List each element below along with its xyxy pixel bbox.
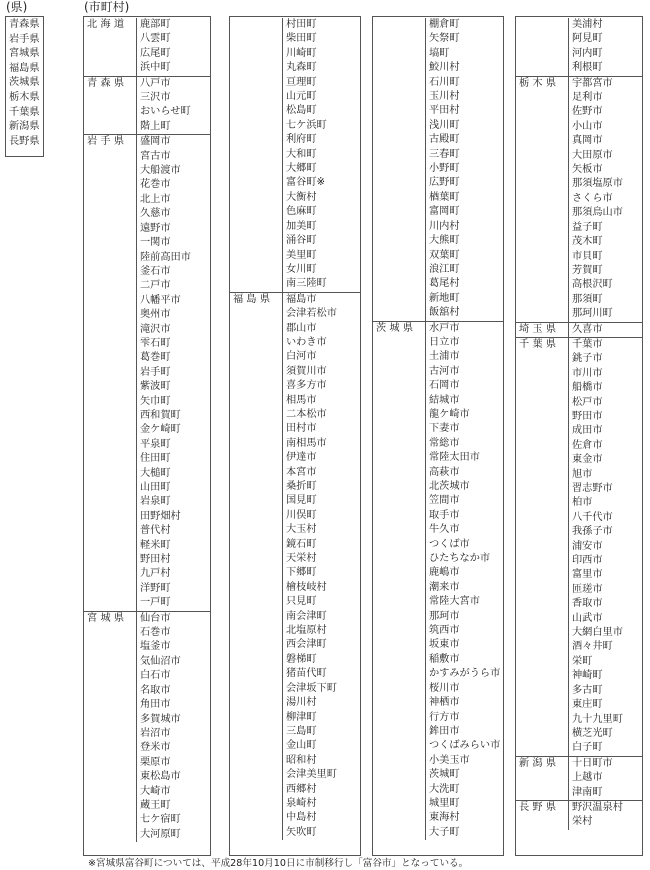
municipality-list: [136, 612, 210, 843]
prefecture-label: 千 葉 県: [519, 338, 557, 350]
municipality-item: 本宮市: [286, 466, 317, 478]
municipality-item: 小美玉市: [429, 754, 470, 766]
municipality-item: 涌谷町: [286, 235, 317, 247]
municipality-item: 平泉町: [140, 438, 171, 450]
municipality-item: 那珂市: [429, 610, 460, 622]
municipality-item: 石岡市: [429, 380, 460, 392]
municipality-item: 九戸村: [140, 568, 171, 580]
municipality-item: 那須塩原市: [572, 178, 623, 190]
municipality-item: 東金市: [572, 454, 603, 466]
municipality-item: 喜多方市: [286, 380, 327, 392]
municipality-item: つくばみらい市: [429, 740, 501, 752]
municipality-item: 稲敷市: [429, 653, 460, 665]
municipality-item: 桜川市: [429, 682, 460, 694]
municipality-item: 古殿町: [429, 134, 460, 146]
municipality-item: 昭和村: [286, 754, 317, 766]
municipality-item: 軽米町: [140, 539, 171, 551]
municipality-item: 会津美里町: [286, 769, 337, 781]
municipality-item: 湯川村: [286, 697, 317, 709]
municipality-item: 金山町: [286, 740, 317, 752]
municipality-list: [568, 77, 642, 322]
municipality-item: 浪江町: [429, 263, 460, 275]
prefecture-block: [516, 757, 642, 801]
prefecture-block: [516, 801, 642, 830]
municipality-item: 柴田町: [286, 33, 317, 45]
municipality-item: 住田町: [140, 453, 171, 465]
prefecture-item: 茨城県: [9, 77, 40, 89]
municipality-item: 八戸市: [140, 77, 171, 89]
municipality-item: 塩釜市: [140, 641, 171, 653]
municipality-item: 野田市: [572, 410, 603, 422]
municipality-item: 陸前高田市: [140, 251, 191, 263]
municipality-item: 大郷町: [286, 163, 317, 175]
municipality-item: 八千代市: [572, 511, 613, 523]
municipality-item: 香取市: [572, 598, 603, 610]
municipality-item: 多賀城市: [140, 713, 181, 725]
prefecture-item: 宮城県: [9, 48, 40, 60]
municipality-item: 高根沢町: [572, 279, 613, 291]
municipality-item: 佐倉市: [572, 439, 603, 451]
municipality-item: 浜中町: [140, 62, 171, 74]
municipality-item: 浦安市: [572, 540, 603, 552]
municipality-item: 西会津町: [286, 639, 327, 651]
municipality-item: 南会津町: [286, 610, 327, 622]
municipality-item: つくば市: [429, 538, 470, 550]
municipality-item: 東海村: [429, 812, 460, 824]
municipality-item: 七ケ浜町: [286, 119, 327, 131]
table-column-1: [83, 16, 211, 856]
municipality-list: [568, 757, 642, 800]
municipality-item: 石川町: [429, 76, 460, 88]
municipality-item: 双葉町: [429, 249, 460, 261]
municipality-item: 旭市: [572, 468, 593, 480]
municipality-item: 大和町: [286, 148, 317, 160]
municipality-item: 大玉村: [286, 524, 317, 536]
municipality-item: 矢板市: [572, 164, 603, 176]
municipality-item: 大田原市: [572, 149, 613, 161]
municipality-item: 坂東市: [429, 639, 460, 651]
table-column-4: [515, 16, 643, 856]
municipality-item: 北上市: [140, 193, 171, 205]
municipality-item: 川崎町: [286, 47, 317, 59]
municipality-item: 利府町: [286, 134, 317, 146]
municipality-item: 栄町: [572, 655, 593, 667]
municipality-item: 檜枝岐村: [286, 581, 327, 593]
municipality-item: 矢吹町: [286, 826, 317, 838]
prefecture-block: [516, 323, 642, 338]
municipality-list: [136, 135, 210, 610]
prefecture-block: [84, 18, 210, 77]
municipality-item: 東松島市: [140, 771, 181, 783]
municipality-item: かすみがうら市: [429, 668, 501, 680]
municipality-item: 大槌町: [140, 467, 171, 479]
municipality-item: 一関市: [140, 237, 171, 249]
prefecture-block: [84, 77, 210, 136]
municipality-item: 只見町: [286, 596, 317, 608]
municipality-item: 宮古市: [140, 150, 171, 162]
municipality-item: 船橋市: [572, 382, 603, 394]
prefecture-label: [516, 18, 568, 76]
municipality-item: 田野畑村: [140, 510, 181, 522]
municipality-item: 洋野町: [140, 582, 171, 594]
municipality-item: 結城市: [429, 394, 460, 406]
municipality-item: 新地町: [429, 292, 460, 304]
municipality-item: いわき市: [286, 336, 327, 348]
municipality-item: 西和賀町: [140, 409, 181, 421]
municipality-item: 塙町: [429, 47, 450, 59]
municipality-item: 岩手町: [140, 366, 171, 378]
municipality-item: 日立市: [429, 336, 460, 348]
municipality-item: 二本松市: [286, 408, 327, 420]
prefecture-label: 岩 手 県: [87, 136, 125, 148]
municipality-item: 大熊町: [429, 235, 460, 247]
municipality-list: [568, 338, 642, 756]
municipality-item: 松島町: [286, 105, 317, 117]
prefecture-item: 福島県: [9, 62, 40, 74]
municipality-item: 下妻市: [429, 423, 460, 435]
municipality-list: [136, 77, 210, 135]
municipality-item: 九十九里町: [572, 713, 623, 725]
municipality-item: 大網白里市: [572, 627, 623, 639]
municipality-item: 龍ケ崎市: [429, 408, 470, 420]
prefecture-label: 茨 城 県: [376, 322, 414, 334]
prefecture-block: [516, 77, 642, 323]
prefecture-item: 栃木県: [9, 91, 40, 103]
municipality-item: 横芝光町: [572, 727, 613, 739]
municipality-item: 金ケ崎町: [140, 424, 181, 436]
prefecture-header: (県): [6, 0, 28, 14]
prefecture-block: [373, 322, 503, 841]
municipality-item: 鏡石町: [286, 538, 317, 550]
prefecture-label: 長 野 県: [519, 801, 557, 813]
municipality-item: 伊達市: [286, 452, 317, 464]
prefecture-label: 北 海 道: [87, 19, 125, 30]
municipality-item: 川内村: [429, 220, 460, 232]
municipality-item: 茂木町: [572, 236, 603, 248]
municipality-item: 白子町: [572, 742, 603, 754]
municipality-item: 銚子市: [572, 353, 603, 365]
municipality-item: 白河市: [286, 351, 317, 363]
prefecture-label: 福 島 県: [233, 293, 271, 305]
municipality-item: 茨城町: [429, 769, 460, 781]
municipality-list: [425, 18, 503, 321]
municipality-item: 川俣町: [286, 509, 317, 521]
municipality-item: 平田村: [429, 105, 460, 117]
municipality-item: 楢葉町: [429, 191, 460, 203]
municipality-item: 磐梯町: [286, 653, 317, 665]
municipality-item: 美浦村: [572, 19, 603, 30]
municipality-item: 東庄町: [572, 699, 603, 711]
municipality-item: 大河原町: [140, 828, 181, 840]
table-column-2: [229, 16, 361, 856]
municipality-item: 那須町: [572, 293, 603, 305]
municipality-item: 会津若松市: [286, 308, 337, 320]
municipality-item: 三春町: [429, 148, 460, 160]
municipality-item: 山田町: [140, 482, 171, 493]
municipality-item: 会津坂下町: [286, 682, 337, 694]
municipality-list: [568, 801, 642, 830]
prefecture-block: [230, 18, 360, 293]
municipality-item: 釜石市: [140, 265, 171, 277]
municipality-item: 鮫川村: [429, 62, 460, 74]
municipality-item: おいらせ町: [140, 106, 191, 118]
municipality-item: 美里町: [286, 249, 317, 261]
municipality-item: 葛巻町: [140, 352, 171, 364]
municipality-item: 盛岡市: [140, 136, 171, 148]
municipality-item: 桑折町: [286, 481, 317, 492]
municipality-item: 野田村: [140, 554, 171, 566]
prefecture-item: 新潟県: [9, 121, 40, 133]
municipality-list: [282, 293, 360, 840]
municipality-item: 南相馬市: [286, 437, 327, 449]
municipality-item: 栄村: [572, 816, 593, 828]
municipality-item: 飯舘村: [429, 307, 460, 319]
municipality-item: さくら市: [572, 192, 613, 204]
municipality-item: 西郷村: [286, 783, 317, 795]
municipality-item: 酒々井町: [572, 641, 613, 653]
municipality-item: 丸森町: [286, 62, 317, 74]
municipality-item: 七ケ宿町: [140, 814, 181, 826]
prefecture-block: [84, 135, 210, 611]
prefecture-item: 長野県: [9, 135, 40, 147]
prefecture-label: [373, 18, 425, 321]
municipality-item: 大衡村: [286, 191, 317, 203]
municipality-item: 上越市: [572, 772, 603, 784]
municipality-item: 三島町: [286, 725, 317, 737]
prefecture-label: 青 森 県: [87, 77, 125, 89]
municipality-item: 棚倉町: [429, 19, 460, 30]
municipality-item: 野沢温泉村: [572, 801, 623, 813]
prefecture-item: 千葉県: [9, 106, 40, 118]
municipality-item: 蔵王町: [140, 799, 171, 811]
municipality-header: (市町村): [84, 0, 130, 14]
municipality-list: [282, 18, 360, 292]
municipality-list: [425, 322, 503, 841]
prefecture-label: 新 潟 県: [519, 757, 557, 769]
municipality-item: 宇都宮市: [572, 77, 613, 89]
municipality-item: 大洗町: [429, 783, 460, 795]
municipality-item: 花巻市: [140, 179, 171, 191]
municipality-item: 鉾田市: [429, 725, 460, 737]
municipality-item: 高萩市: [429, 466, 460, 478]
municipality-item: 北茨城市: [429, 481, 470, 492]
municipality-item: 岩沼市: [140, 727, 171, 739]
municipality-item: 常総市: [429, 437, 460, 449]
municipality-item: 普代村: [140, 525, 171, 537]
municipality-item: 北塩原村: [286, 625, 327, 637]
municipality-item: 河内町: [572, 47, 603, 59]
municipality-item: 浅川町: [429, 119, 460, 131]
municipality-item: 阿見町: [572, 33, 603, 45]
municipality-item: 常陸大宮市: [429, 596, 480, 608]
municipality-item: 千葉市: [572, 338, 603, 350]
municipality-item: 雫石町: [140, 337, 171, 349]
municipality-item: 筑西市: [429, 625, 460, 637]
footnote: ※宮城県富谷町については、平成28年10月10日に市制移行し「富谷市」となっている。: [88, 858, 469, 869]
municipality-item: 松戸市: [572, 396, 603, 408]
municipality-item: 下郷町: [286, 567, 317, 579]
municipality-item: 相馬市: [286, 394, 317, 406]
municipality-item: 習志野市: [572, 483, 613, 494]
municipality-item: 鹿部町: [140, 19, 171, 30]
municipality-item: 牛久市: [429, 524, 460, 536]
prefecture-block: [516, 18, 642, 77]
municipality-item: 真岡市: [572, 135, 603, 147]
prefecture-label: 宮 城 県: [87, 612, 125, 624]
municipality-item: 遠野市: [140, 222, 171, 234]
municipality-item: 広野町: [429, 177, 460, 189]
municipality-item: 益子町: [572, 221, 603, 233]
municipality-item: 十日町市: [572, 757, 613, 769]
municipality-item: 加美町: [286, 220, 317, 232]
municipality-item: 富谷町※: [286, 177, 326, 189]
municipality-item: 久慈市: [140, 208, 171, 220]
municipality-item: 気仙沼市: [140, 655, 181, 667]
municipality-list: [568, 18, 642, 76]
prefecture-label: [230, 18, 282, 292]
municipality-item: 城里町: [429, 797, 460, 809]
municipality-item: 匝瑳市: [572, 583, 603, 595]
municipality-item: 鹿嶋市: [429, 567, 460, 579]
municipality-item: 利根町: [572, 62, 603, 74]
municipality-item: 南三陸町: [286, 278, 327, 290]
municipality-item: 行方市: [429, 711, 460, 723]
municipality-item: 佐野市: [572, 106, 603, 118]
municipality-item: 山元町: [286, 91, 317, 103]
prefecture-block: [516, 338, 642, 757]
municipality-item: 印西市: [572, 555, 603, 567]
municipality-item: 多古町: [572, 684, 603, 696]
municipality-item: 二戸市: [140, 280, 171, 292]
municipality-item: 玉川村: [429, 91, 460, 103]
municipality-item: 泉崎村: [286, 797, 317, 809]
municipality-item: 国見町: [286, 495, 317, 507]
municipality-item: 名取市: [140, 684, 171, 696]
municipality-item: 八幡平市: [140, 294, 181, 306]
municipality-item: 栗原市: [140, 756, 171, 768]
municipality-item: 天栄村: [286, 553, 317, 565]
municipality-list: [136, 18, 210, 76]
municipality-item: 角田市: [140, 699, 171, 711]
municipality-item: 女川町: [286, 263, 317, 275]
municipality-item: 那珂川町: [572, 308, 613, 320]
municipality-item: 津南町: [572, 786, 603, 798]
municipality-item: 田村市: [286, 423, 317, 435]
municipality-item: 色麻町: [286, 206, 317, 218]
municipality-item: 潮来市: [429, 581, 460, 593]
municipality-item: 富岡町: [429, 206, 460, 218]
municipality-item: 柏市: [572, 497, 593, 509]
municipality-item: 芳賀町: [572, 264, 603, 276]
municipality-item: 仙台市: [140, 612, 171, 624]
municipality-item: 小野町: [429, 163, 460, 175]
prefecture-block: [84, 612, 210, 843]
municipality-item: 神栖市: [429, 697, 460, 709]
municipality-item: 石巻市: [140, 627, 171, 639]
municipality-item: 奥州市: [140, 309, 171, 321]
municipality-item: 古河市: [429, 365, 460, 377]
municipality-item: 亘理町: [286, 76, 317, 88]
municipality-item: 岩泉町: [140, 496, 171, 508]
municipality-item: 矢祭町: [429, 33, 460, 45]
municipality-item: 葛尾村: [429, 278, 460, 290]
municipality-item: 取手市: [429, 509, 460, 521]
municipality-item: 山武市: [572, 612, 603, 624]
municipality-item: 那須烏山市: [572, 207, 623, 219]
municipality-item: 滝沢市: [140, 323, 171, 335]
municipality-item: 我孫子市: [572, 526, 613, 538]
municipality-item: 矢巾町: [140, 395, 171, 407]
municipality-item: 笠間市: [429, 495, 460, 507]
prefecture-list: [5, 16, 44, 157]
municipality-item: 広尾町: [140, 47, 171, 59]
municipality-item: 白石市: [140, 670, 171, 682]
municipality-list: [568, 323, 642, 337]
prefecture-label: 栃 木 県: [519, 77, 557, 89]
municipality-item: 水戸市: [429, 322, 460, 334]
municipality-item: 大船渡市: [140, 165, 181, 177]
prefecture-block: [373, 18, 503, 322]
municipality-item: 村田町: [286, 19, 317, 30]
municipality-item: 登米市: [140, 742, 171, 754]
municipality-item: 市川市: [572, 367, 603, 379]
municipality-item: ひたちなか市: [429, 553, 491, 565]
municipality-item: 三沢市: [140, 92, 171, 104]
municipality-item: 市貝町: [572, 250, 603, 262]
municipality-item: 郡山市: [286, 322, 317, 334]
municipality-item: 猪苗代町: [286, 668, 327, 680]
prefecture-label: 埼 玉 県: [519, 323, 557, 335]
municipality-item: 大子町: [429, 826, 460, 838]
municipality-item: 土浦市: [429, 351, 460, 363]
municipality-item: 足利市: [572, 92, 603, 104]
municipality-item: 柳津町: [286, 711, 317, 723]
prefecture-block: [230, 293, 360, 840]
municipality-item: 福島市: [286, 293, 317, 305]
municipality-item: 紫波町: [140, 381, 171, 393]
municipality-item: 小山市: [572, 120, 603, 132]
municipality-item: 須賀川市: [286, 365, 327, 377]
prefecture-item: 青森県: [9, 19, 40, 30]
municipality-item: 富里市: [572, 569, 603, 581]
municipality-item: 中島村: [286, 812, 317, 824]
municipality-item: 常陸太田市: [429, 452, 480, 464]
prefecture-item: 岩手県: [9, 33, 40, 45]
municipality-item: 八雲町: [140, 33, 171, 45]
municipality-item: 一戸町: [140, 597, 171, 609]
municipality-item: 神崎町: [572, 670, 603, 682]
table-column-3: [372, 16, 504, 856]
municipality-item: 成田市: [572, 425, 603, 437]
municipality-item: 久喜市: [572, 323, 603, 335]
municipality-item: 階上町: [140, 120, 171, 132]
municipality-item: 大崎市: [140, 785, 171, 797]
